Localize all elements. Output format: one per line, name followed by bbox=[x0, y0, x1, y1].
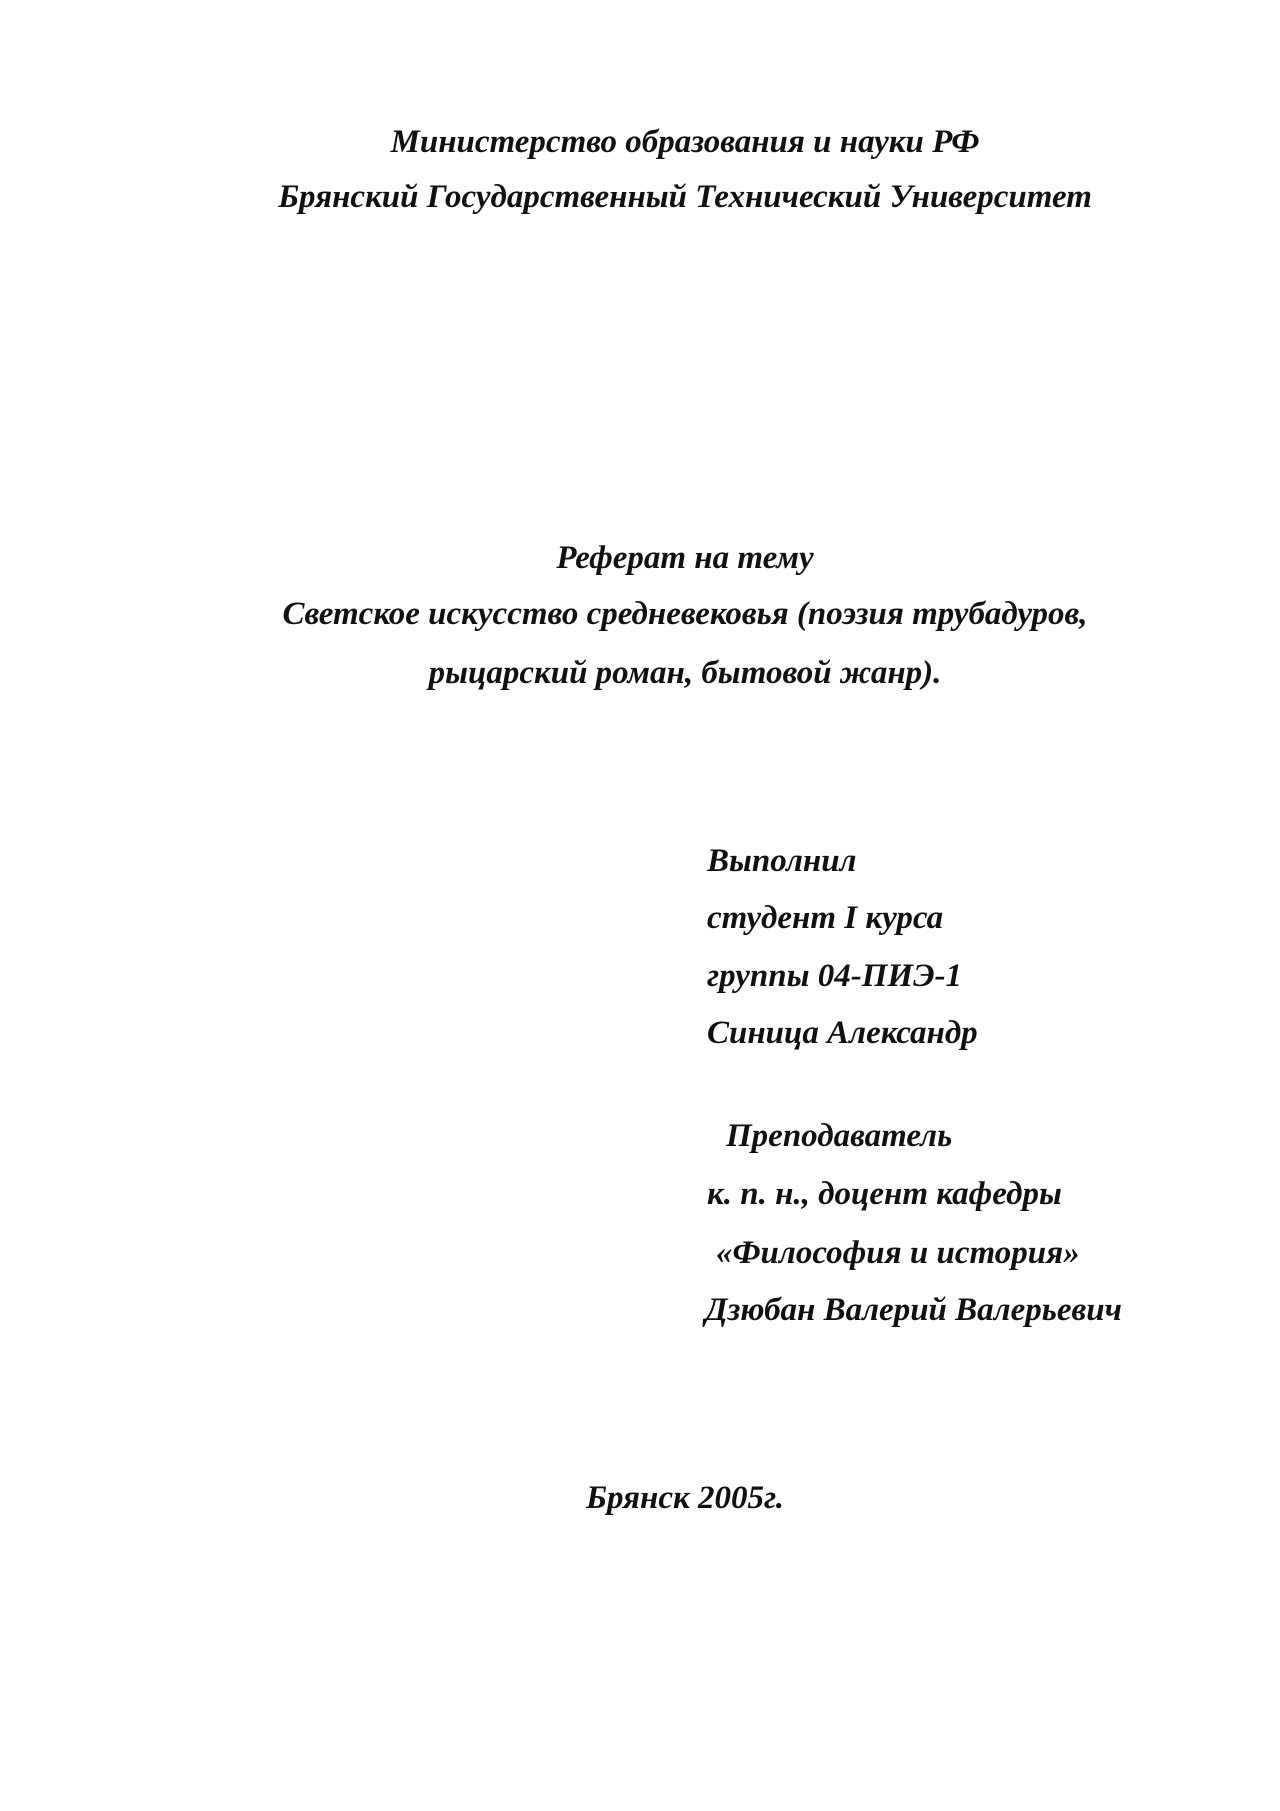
teacher-name: Дзюбан Валерий Валерьевич bbox=[705, 1292, 1122, 1328]
ministry-heading: Министерство образования и науки РФ bbox=[390, 124, 980, 160]
topic-title-line-1: Светское искусство средневековья (поэзия трубадуров, bbox=[282, 596, 1088, 632]
teacher-position: к. п. н., доцент кафедры bbox=[707, 1176, 1062, 1212]
topic-heading: Реферат на тему bbox=[556, 540, 814, 576]
teacher-label: Преподаватель bbox=[726, 1118, 953, 1154]
topic-title-line-2: рыцарский роман, бытовой жанр). bbox=[428, 655, 942, 691]
university-heading: Брянский Государственный Технический Университет bbox=[278, 179, 1092, 215]
student-group: группы 04-ПИЭ-1 bbox=[707, 958, 963, 994]
student-name: Синица Александр bbox=[707, 1015, 978, 1051]
student-course: студент I курса bbox=[707, 900, 944, 936]
teacher-department: «Философия и история» bbox=[716, 1235, 1080, 1271]
student-label: Выполнил bbox=[707, 843, 857, 879]
city-year-footer: Брянск 2005г. bbox=[586, 1480, 784, 1516]
